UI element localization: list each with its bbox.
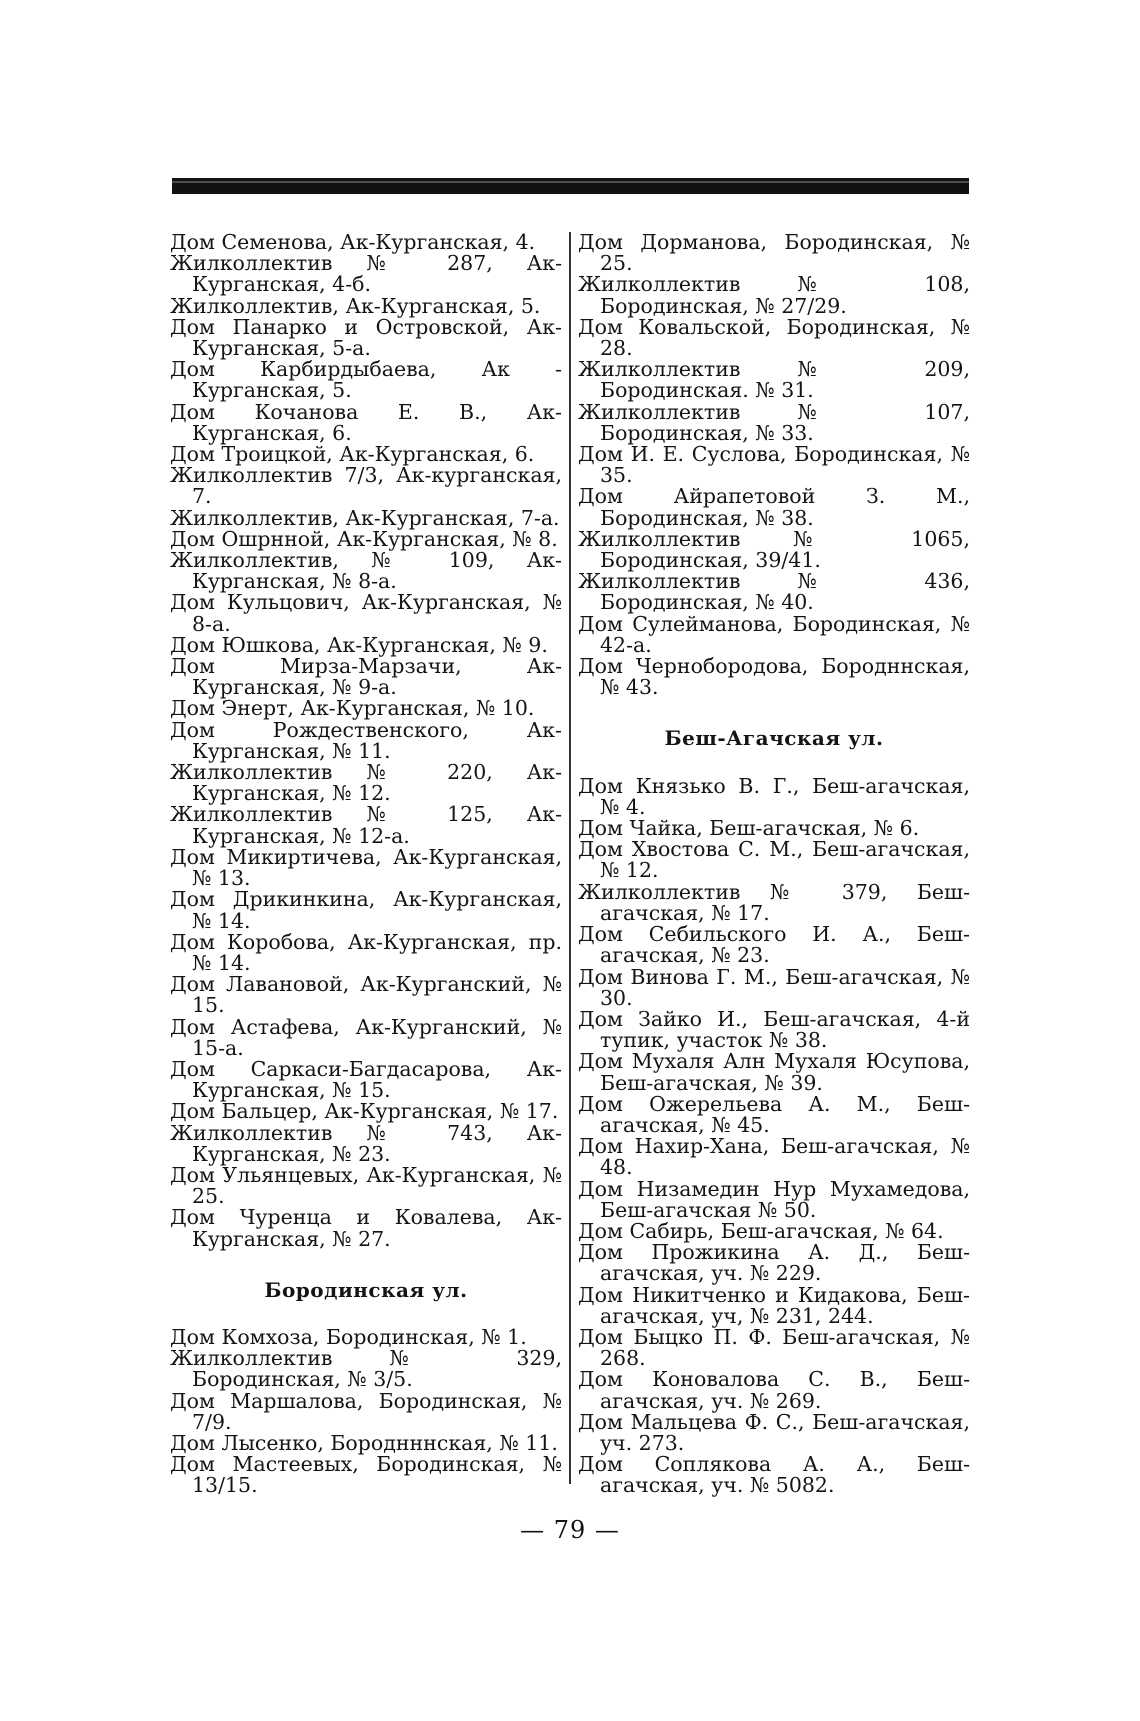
address-entry: Жилколлектив № 209, Бородинская. № 31. [578, 357, 970, 403]
address-entry: Дом Ульянцевых, Ак-Курганская, № 25. [170, 1162, 562, 1209]
address-entry: Жилколлектив № 108, Бородинская, № 27/29. [578, 272, 970, 318]
address-entry: Дом Чуренца и Ковалева, Ак-Курганская, № 27. [170, 1205, 562, 1251]
address-entry: Дом Ошрнной, Ак-Курганская, № 8. [170, 526, 558, 551]
address-entry: Дом Троицкой, Ак-Курганская, 6. [170, 442, 535, 467]
address-entry: Дом Сопляковa А. А., Беш-агачская, уч. № 5082. [578, 1452, 970, 1498]
address-entry: Дом Мастеевых, Бородинская, № 13/15. [170, 1452, 562, 1498]
address-entry: Жилколлектив № 125, Ак-Курганская, № 12-а. [170, 802, 562, 848]
address-entry: Дом Лавановой, Ак-Курганский, № 15. [170, 972, 562, 1018]
address-entry: Дом Комхоза, Бородинская, № 1. [170, 1324, 527, 1349]
address-entry: Жилколлектив, Ак-Курганская, 7-а. [170, 505, 560, 530]
address-entry: Жилколлектив № 436, Бородинская, № 40. [578, 569, 970, 615]
address-entry: Жилколлектив № 107, Бородинская, № 33. [578, 399, 970, 445]
address-entry: Жилколлектив № 379, Беш-агачская, № 17. [578, 879, 970, 925]
column-divider [569, 232, 571, 1484]
address-entry: Дом Сабирь, Беш-агачская, № 64. [578, 1218, 944, 1243]
address-entry: Дом Кочанова Е. В., Ак-Курганская, 6. [170, 399, 562, 445]
address-entry: Дом Астафева, Ак-Курганский, № 15-а. [170, 1014, 562, 1060]
address-entry: Дом Дрикинкина, Ак-Курганская, № 14. [170, 887, 562, 933]
address-entry: Жилколлектив, Ак-Курганская, 5. [170, 293, 541, 318]
address-entry: Жилколлектив № 1065, Бородинская, 39/41. [578, 526, 970, 573]
address-entry: Дом Коновалова С. В., Беш-агачская, уч. № 269. [578, 1367, 970, 1413]
address-entry: Жилколлектив № 287, Ак-Курганская, 4-б. [170, 251, 562, 297]
address-entry: Жилколлектив № 743, Ак-Курганская, № 23. [170, 1120, 562, 1166]
address-entry: Жилколлектив № 329, Бородинская, № 3/5. [170, 1346, 562, 1392]
address-entry: Дом Семенова, Ак-Курганская, 4. [170, 230, 536, 254]
address-entry: Жилколлектив № 220, Ак-Курганская, № 12. [170, 760, 562, 806]
address-entry: Дом Прожикина А. Д., Беш-агачская, уч. № 229. [578, 1240, 970, 1286]
address-entry: Дом Чернобородова, Бородннская, № 43. [578, 654, 970, 700]
address-entry: Дом Дорманова, Бородинская, № 25. [578, 230, 970, 276]
address-entry: Дом Винова Г. М., Беш-агачская, № 30. [578, 964, 970, 1010]
address-entry: Дом Саркаси-Багдасарова, Ак-Курганская, № 15. [170, 1056, 562, 1103]
section-heading-borodinskaya: Бородинская ул. [264, 1277, 468, 1302]
besh-agachskaya-entries [578, 773, 970, 1498]
address-entry: Жилколлектив 7/3, Ак-курганская, 7. [170, 463, 562, 509]
address-entry: Дом Юшкова, Ак-Курганская, № 9. [170, 632, 548, 657]
address-entry: Дом Хвостова С. М., Беш-агачская, № 12. [578, 837, 970, 883]
right-column [578, 232, 970, 1497]
left-entries [170, 232, 562, 1250]
address-entry: Дом Мирза-Марзачи, Ак-Курганская, № 9-а. [170, 654, 562, 700]
right-entries [578, 232, 970, 698]
address-entry: Дом Рождественского, Ак-Курганская, № 11. [170, 717, 562, 763]
address-entry: Жилколлектив, № 109, Ак-Курганская, № 8-а. [170, 548, 562, 594]
address-entry: Дом Кульцович, Ак-Курганская, № 8-а. [170, 590, 562, 636]
address-entry: Дом Коробова, Ак-Курганская, пр. № 14. [170, 929, 562, 975]
address-entry: Дом Сулейманова, Бородинская, № 42-а. [578, 611, 970, 657]
address-entry: Дом Себильского И. А., Беш-агачская, № 23. [578, 922, 970, 968]
borodinskaya-entries [170, 1324, 562, 1498]
address-entry: Дом Энерт, Ак-Курганская, № 10. [170, 696, 535, 721]
address-entry: Дом И. Е. Суслова, Бородинская, № 35. [578, 442, 970, 488]
left-column [170, 232, 562, 1497]
address-entry: Дом Ожерельева А. М., Беш-агачская, № 45. [578, 1091, 970, 1137]
address-entry: Дом Айрапетовой З. М., Бородинская, № 38. [578, 484, 970, 530]
address-entry: Дом Панарко и Островской, Ак-Курганская, 5-а. [170, 314, 562, 361]
address-entry: Дом Князько В. Г., Беш-агачская, № 4. [578, 773, 970, 819]
address-entry: Дом Лысенко, Бороднннская, № 11. [170, 1430, 558, 1455]
address-entry: Дом Нахир-Хана, Беш-агачская, № 48. [578, 1134, 970, 1180]
address-entry: Дом Низамедин Нур Мухамедова, Беш-агачская № 50. [578, 1176, 970, 1222]
address-entry: Дом Микиртичева, Ак-Курганская, № 13. [170, 844, 562, 891]
address-entry: Дом Никитченко и Кидакова, Беш-агачская, уч, № 231, 244. [578, 1282, 970, 1328]
address-entry: Дом Мухаля Алн Мухаля Юсупова, Беш-агачская, № 39. [578, 1049, 970, 1095]
page-number: — 79 — [520, 1516, 620, 1544]
address-entry: Дом Чайка, Беш-агачская, № 6. [578, 816, 920, 841]
address-entry: Дом Маршалова, Бородинская, № 7/9. [170, 1388, 562, 1434]
address-entry: Дом Зайко И., Беш-агачская, 4-й тупик, участок № 38. [578, 1006, 970, 1053]
top-header-rule [172, 178, 969, 194]
address-entry: Дом Быцко П. Ф. Беш-агачская, № 268. [578, 1324, 970, 1371]
address-entry: Дом Карбирдыбаева, Ак - Курганская, 5. [170, 357, 562, 403]
address-entry: Дом Ковальской, Бородинская, № 28. [578, 314, 970, 361]
address-entry: Дом Мальцева Ф. С., Беш-агачская, уч. 273. [578, 1409, 970, 1455]
section-heading-besh-agachskaya: Беш-Агачская ул. [664, 726, 884, 751]
address-entry: Дом Бальцер, Ак-Курганская, № 17. [170, 1099, 559, 1124]
